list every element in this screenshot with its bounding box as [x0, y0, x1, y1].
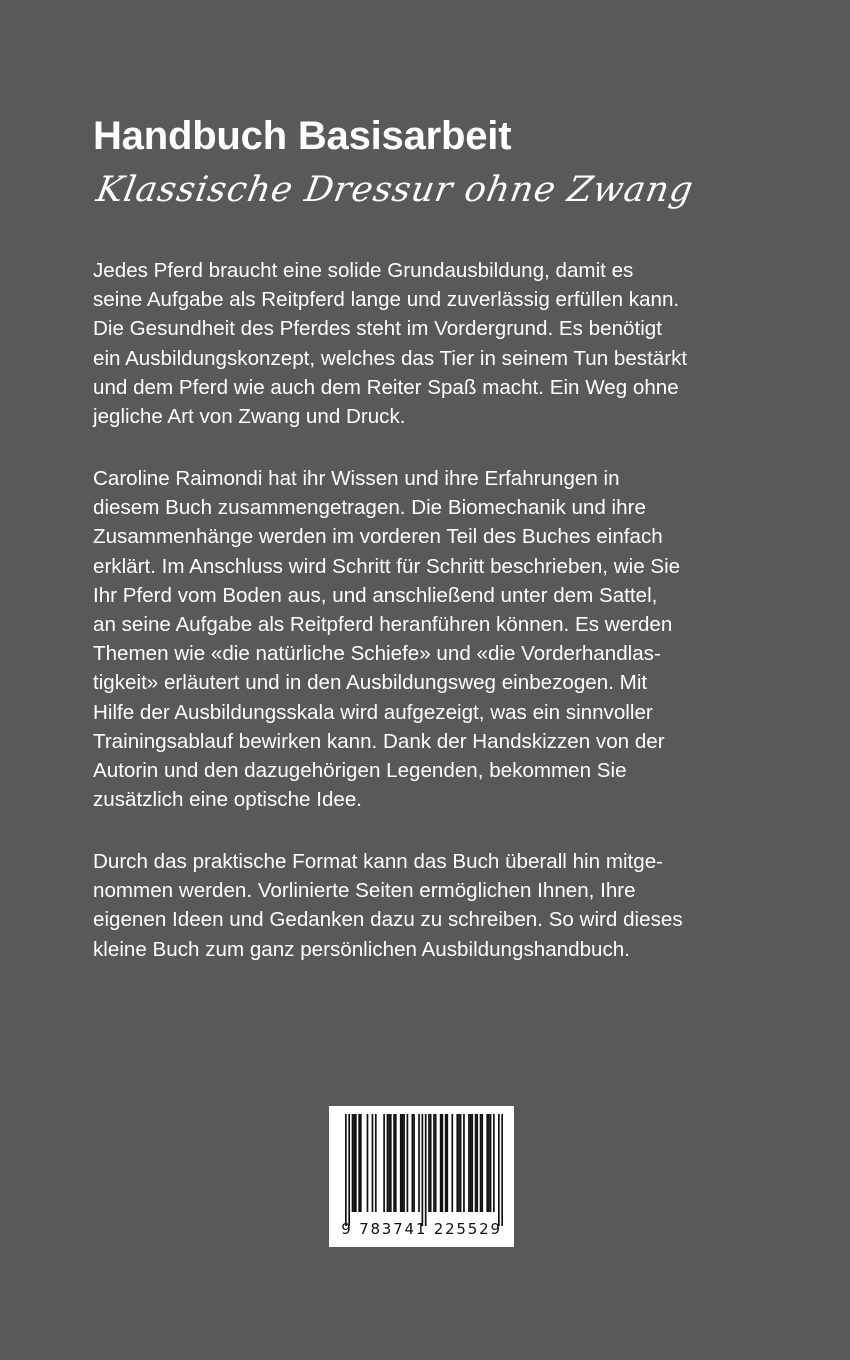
barcode-bar — [475, 1114, 477, 1212]
barcode-bar — [441, 1114, 443, 1212]
barcode-bar — [360, 1114, 362, 1212]
barcode-bar — [375, 1114, 377, 1212]
barcode-bar — [425, 1114, 427, 1226]
text-line: erklärt. Im Anschluss wird Schritt für Schritt beschrieben, wie Sie — [93, 554, 681, 578]
barcode-bar — [481, 1114, 483, 1212]
text-line: nommen werden. Vorlinierte Seiten ermöglichen Ihnen, Ihre — [93, 879, 636, 903]
barcode-bar — [490, 1114, 492, 1212]
barcode-bar — [440, 1114, 442, 1212]
barcode-bar — [358, 1114, 360, 1212]
barcode-bar — [470, 1114, 472, 1212]
barcode-bar — [501, 1114, 503, 1226]
text-line: an seine Aufgabe als Reitpferd heranführen können. Es werden — [93, 612, 673, 636]
text-line: zusätzlich eine optische Idee. — [93, 788, 363, 812]
barcode-bar — [418, 1114, 420, 1212]
barcode-bar — [348, 1114, 350, 1226]
barcode-bar — [463, 1114, 465, 1212]
text-line: Hilfe der Ausbildungsskala wird aufgezeigt, was ein sinnvoller — [93, 700, 653, 724]
barcode-bar — [413, 1114, 415, 1212]
barcode-bar — [407, 1114, 409, 1212]
text-line: und dem Pferd wie auch dem Reiter Spaß macht. Ein Weg ohne — [93, 375, 679, 399]
barcode-bar — [345, 1114, 347, 1226]
barcode-bar — [387, 1114, 389, 1212]
barcode-bar — [430, 1114, 432, 1212]
text-line: Die Gesundheit des Pferdes steht im Vordergrund. Es benötigt — [93, 317, 662, 341]
barcode-bar — [388, 1114, 390, 1212]
barcode-bar — [402, 1114, 404, 1212]
text-line: seine Aufgabe als Reitpferd lange und zuverlässig erfüllen kann. — [93, 288, 680, 312]
text-line: Zusammenhänge werden im vorderen Teil des Buches einfach — [93, 525, 663, 549]
barcode-bar — [372, 1114, 374, 1212]
barcode-bar — [355, 1114, 357, 1212]
blurb-paragraph-3 — [93, 847, 793, 964]
barcode-bar — [422, 1114, 424, 1226]
blurb-paragraph-2 — [93, 464, 793, 814]
barcode-bar — [412, 1114, 414, 1212]
text-line: kleine Buch zum ganz persönlichen Ausbildungshandbuch. — [93, 937, 630, 961]
barcode-bar — [403, 1114, 405, 1212]
barcode-bar — [383, 1114, 385, 1212]
text-line: tigkeit» erläutert und in den Ausbildungsweg einbezogen. Mit — [93, 671, 648, 695]
barcode-bar — [451, 1114, 453, 1212]
barcode-bar — [480, 1114, 482, 1212]
text-line: jegliche Art von Zwang und Druck. — [93, 404, 406, 428]
barcode-bar — [393, 1114, 395, 1212]
book-title: Handbuch Basisarbeit — [93, 114, 512, 158]
barcode-bar — [460, 1114, 462, 1212]
barcode-bar — [367, 1114, 369, 1212]
text-line: diesem Buch zusammengetragen. Die Biomechanik und ihre — [93, 496, 646, 520]
barcode-bar — [456, 1114, 458, 1212]
text-line: ein Ausbildungskonzept, welches das Tier in seinem Tun bestärkt — [93, 346, 688, 370]
barcode-bar — [435, 1114, 437, 1212]
barcode-bar — [433, 1114, 435, 1212]
barcode-bar — [400, 1114, 402, 1212]
barcode-bar — [468, 1114, 470, 1212]
text-line: Durch das praktische Format kann das Buch überall hin mitge- — [93, 850, 664, 873]
text-line: Ihr Pferd vom Boden aus, und anschließend unter dem Sattel, — [93, 583, 658, 607]
barcode-bar — [428, 1114, 430, 1212]
barcode-bar — [390, 1114, 392, 1212]
text-line: Trainingsablauf bewirken kann. Dank der Handskizzen von der — [93, 729, 665, 753]
blurb-paragraph-1 — [93, 256, 793, 431]
barcode-bar — [395, 1114, 397, 1212]
barcode-bar — [493, 1114, 495, 1212]
isbn-barcode — [329, 1106, 514, 1247]
barcode-bar — [476, 1114, 478, 1212]
barcode-bar — [353, 1114, 355, 1212]
barcode-bar — [471, 1114, 473, 1212]
text-line: Themen wie «die natürliche Schiefe» und «die Vorderhandlas- — [93, 642, 661, 666]
text-line: Autorin und den dazugehörigen Legenden, bekommen Sie — [93, 758, 627, 782]
text-line: Caroline Raimondi hat ihr Wissen und ihre Erfahrungen in — [93, 467, 620, 490]
text-line: Jedes Pferd braucht eine solide Grundausbildung, damit es — [93, 259, 634, 282]
barcode-bar — [458, 1114, 460, 1212]
barcode-bar — [488, 1114, 490, 1212]
barcode-bar — [352, 1114, 354, 1212]
text-line: eigenen Ideen und Gedanken dazu zu schreiben. So wird dieses — [93, 908, 683, 932]
barcode-bar — [498, 1114, 500, 1226]
barcode-bar — [445, 1114, 447, 1212]
book-subtitle: Klassische Dressur ohne Zwang — [93, 170, 697, 210]
barcode-bar — [446, 1114, 448, 1212]
barcode-bar — [486, 1114, 488, 1212]
isbn-number: 9 783741 225529 — [341, 1220, 502, 1238]
barcode-bars-icon — [345, 1114, 503, 1226]
